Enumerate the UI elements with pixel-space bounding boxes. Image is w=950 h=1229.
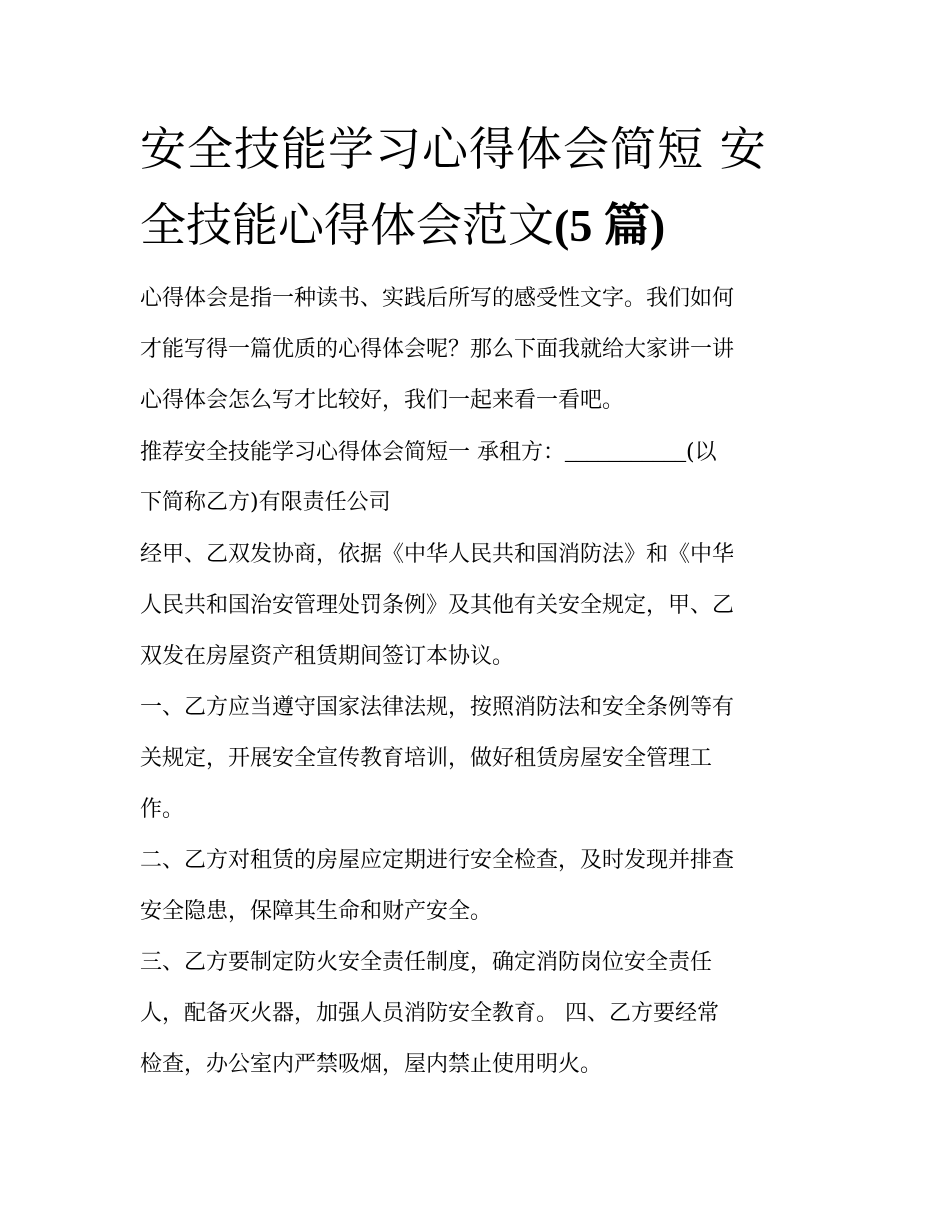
document-title-text-1: 安全技能学习心得体会简短 安 <box>140 122 767 176</box>
body-line-3: 心得体会怎么写才比较好，我们一起来看一看吧。 <box>140 388 625 413</box>
body-line-4 <box>140 438 717 467</box>
body-line-10: 关规定，开展安全宣传教育培训，做好租赁房屋安全管理工 <box>140 746 713 771</box>
body-line-13: 安全隐患，保障其生命和财产安全。 <box>140 899 493 924</box>
document-title-text-2: 全技能心得体会范文 <box>140 198 554 252</box>
document-title-line-2 <box>140 198 820 252</box>
body-line-15: 人，配备灭火器，加强人员消防安全教育。 四、乙方要经常 <box>140 1001 719 1026</box>
body-line-8: 双发在房屋资产租赁期间签订本协议。 <box>140 644 515 669</box>
body-line-1: 心得体会是指一种读书、实践后所写的感受性文字。我们如何 <box>140 286 735 311</box>
body-line-4-text: 推荐安全技能学习心得体会简短一 承租方： <box>140 440 565 465</box>
body-line-6: 经甲、乙双发协商，依据《中华人民共和国消防法》和《中华 <box>140 542 735 567</box>
tenant-blank: ___________ <box>565 439 686 464</box>
body-line-2: 才能写得一篇优质的心得体会呢？那么下面我就给大家讲一讲 <box>140 337 735 362</box>
document-title-line-1 <box>140 122 820 176</box>
body-line-12: 二、乙方对租赁的房屋应定期进行安全检查，及时发现并排查 <box>140 848 735 873</box>
body-line-4-tail: (以 <box>686 440 717 465</box>
body-line-14: 三、乙方要制定防火安全责任制度，确定消防岗位安全责任 <box>140 950 713 975</box>
body-line-11: 作。 <box>140 797 185 822</box>
body-line-7: 人民共和国治安管理处罚条例》及其他有关安全规定，甲、乙 <box>140 593 735 618</box>
body-line-5: 下简称乙方)有限责任公司 <box>140 490 391 515</box>
body-line-9: 一、乙方应当遵守国家法律法规，按照消防法和安全条例等有 <box>140 695 735 720</box>
body-line-16: 检查，办公室内严禁吸烟，屋内禁止使用明火。 <box>140 1052 603 1077</box>
document-title-count: (5 篇) <box>554 200 666 251</box>
